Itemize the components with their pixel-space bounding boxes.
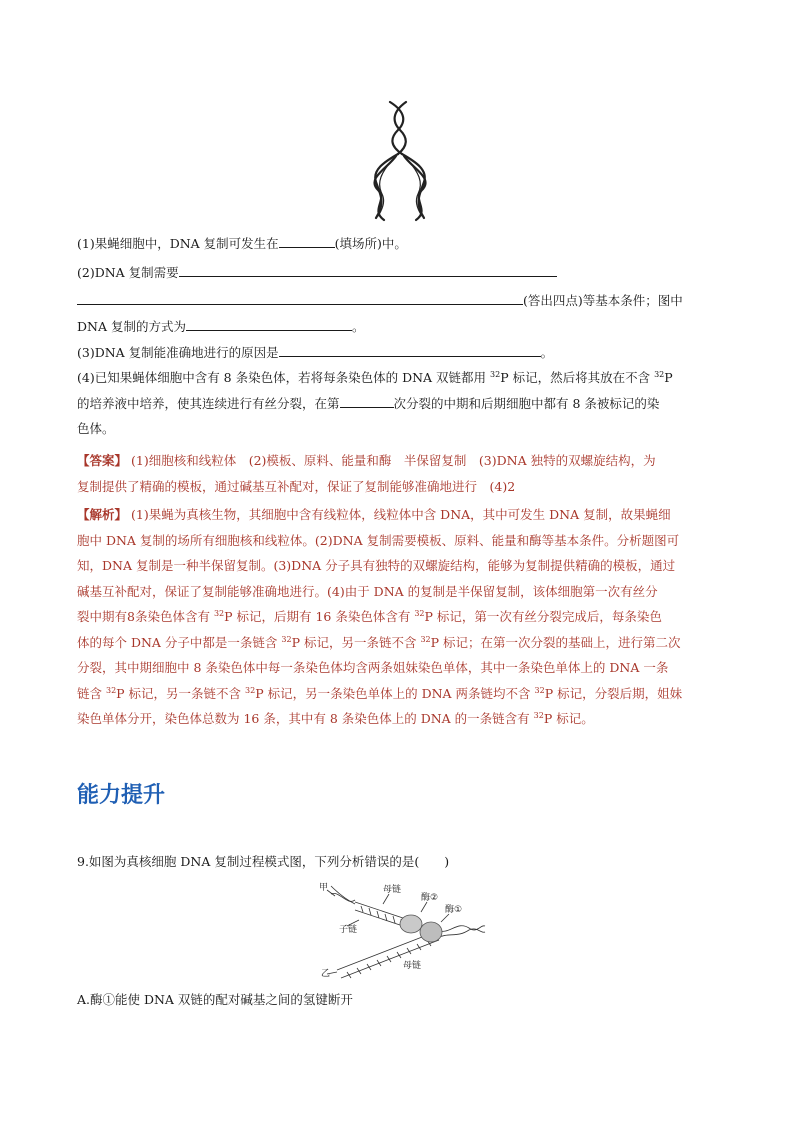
superscript: 32 [533, 711, 544, 720]
label-enzyme-2: 酶② [421, 893, 439, 903]
question-1-suffix: (填场所)中。 [334, 236, 407, 251]
dna-replication-fork-figure [362, 98, 440, 222]
answer-blank[interactable] [279, 344, 541, 357]
question-2-text: (2)DNA 复制需要 [77, 265, 179, 280]
label-mother-strand-2: 母链 [403, 961, 422, 971]
question-4 [77, 365, 717, 442]
question-4-text: P [664, 370, 673, 385]
answer-section [77, 448, 717, 499]
answer-text: 复制提供了精确的模板，通过碱基互补配对，保证了复制能够准确地进行 (4)2 [77, 478, 516, 494]
answer-label: 【答案】 [77, 453, 128, 468]
dna-replication-process-figure [317, 880, 487, 980]
analysis-text: P 标记，后期有 16 条染色体含有 [224, 609, 415, 624]
analysis-text: P 标记，分裂后期，姐妹 [544, 685, 683, 701]
question-2-method-text: DNA 复制的方式为 [77, 319, 186, 334]
question-4-text: 的培养液中培养，使其连续进行有丝分裂，在第 [77, 395, 340, 411]
superscript: 32 [490, 370, 501, 379]
question-1-text: (1)果蝇细胞中，DNA 复制可发生在 [77, 236, 279, 251]
superscript: 32 [414, 609, 425, 618]
question-3-end: 。 [540, 345, 554, 360]
analysis-label: 【解析】 [77, 507, 128, 522]
question-2-suffix: (答出四点)等基本条件；图中 [523, 293, 683, 308]
superscript: 32 [213, 609, 225, 618]
superscript: 32 [654, 370, 665, 379]
analysis-text: P 标记，另一条链不含 [291, 634, 421, 650]
analysis-text: 体的每个 DNA 分子中都是一条链含 [77, 634, 282, 650]
answer-blank[interactable] [279, 235, 335, 248]
question-2-end: 。 [351, 319, 365, 334]
question-1 [77, 234, 407, 252]
superscript: 32 [245, 685, 256, 695]
analysis-text: P 标记。 [543, 711, 594, 726]
analysis-text: P 标记，另一条染色单体上的 DNA 两条链均不含 [255, 685, 535, 701]
analysis-text: 知，DNA 复制是一种半保留复制。(3)DNA 分子具有独特的双螺旋结构，能够为复制提供精确的模板，通过 [77, 558, 676, 573]
analysis-text: P 标记，另一条链不含 [116, 685, 246, 701]
answer-blank[interactable] [340, 395, 394, 408]
label-enzyme-1: 酶① [445, 905, 463, 915]
question-4-text: P 标记，然后将其放在不含 [500, 370, 655, 385]
label-mother-strand-1: 母链 [383, 885, 402, 895]
analysis-text: 染色单体分开，染色体总数为 16 条，其中有 8 条染色体上的 DNA 的一条链含有 [77, 711, 534, 726]
analysis-text: 分裂，其中期细胞中 8 条染色体中每一条染色体均含两条姐妹染色单体，其中一条染色单体上的 DNA 一条 [77, 660, 669, 675]
question-3-text: (3)DNA 复制能准确地进行的原因是 [77, 345, 279, 360]
analysis-text: 胞中 DNA 复制的场所有细胞核和线粒体。(2)DNA 复制需要模板、原料、能量和酶等基本条件。分析题图可 [77, 532, 680, 548]
section-heading: 能力提升 [77, 783, 166, 808]
enzyme-2-shape [400, 915, 422, 933]
analysis-text: (1)果蝇为真核生物，其细胞中含有线粒体，线粒体中含 DNA，其中可发生 DNA 复制，故果蝇细 [131, 507, 671, 522]
label-daughter-strand: 子链 [339, 925, 358, 935]
superscript: 32 [420, 634, 431, 644]
analysis-text: P 标记，第一次有丝分裂完成后，每条染色 [424, 609, 662, 624]
answer-blank[interactable] [77, 292, 523, 305]
question-2-line-1 [77, 263, 557, 281]
analysis-text: P 标记；在第一次分裂的基础上，进行第二次 [430, 634, 681, 650]
label-yi: 乙 [321, 969, 331, 979]
label-jia: 甲 [319, 883, 329, 893]
superscript: 32 [534, 685, 545, 695]
analysis-section [77, 502, 717, 732]
analysis-text: 碱基互补配对，保证了复制能够准确地进行。(4)由于 DNA 的复制是半保留复制，该体细胞第一次有丝分 [77, 583, 658, 599]
question-2-line-2 [77, 291, 683, 309]
enzyme-1-shape [420, 922, 442, 942]
superscript: 32 [281, 634, 292, 644]
question-4-text: 次分裂的中期和后期细胞中都有 8 条被标记的染 [393, 395, 660, 411]
analysis-text: 链含 [77, 685, 106, 701]
analysis-text: 裂中期有8条染色体含有 [77, 609, 214, 624]
answer-text: (1)细胞核和线粒体 (2)模板、原料、能量和酶 半保留复制 (3)DNA 独特的双螺旋结构，为 [131, 453, 656, 468]
answer-blank[interactable] [179, 264, 557, 277]
question-2-line-3 [77, 317, 364, 335]
answer-blank[interactable] [186, 318, 352, 331]
question-4-text: (4)已知果蝇体细胞中含有 8 条染色体，若将每条染色体的 DNA 双链都用 [77, 370, 491, 385]
question-3 [77, 343, 553, 361]
superscript: 32 [105, 685, 117, 695]
question-9-stem: 9.如图为真核细胞 DNA 复制过程模式图，下列分析错误的是( ) [77, 854, 450, 869]
question-4-text: 色体。 [77, 421, 115, 436]
option-a[interactable]: A.酶①能使 DNA 双链的配对碱基之间的氢键断开 [77, 992, 353, 1007]
